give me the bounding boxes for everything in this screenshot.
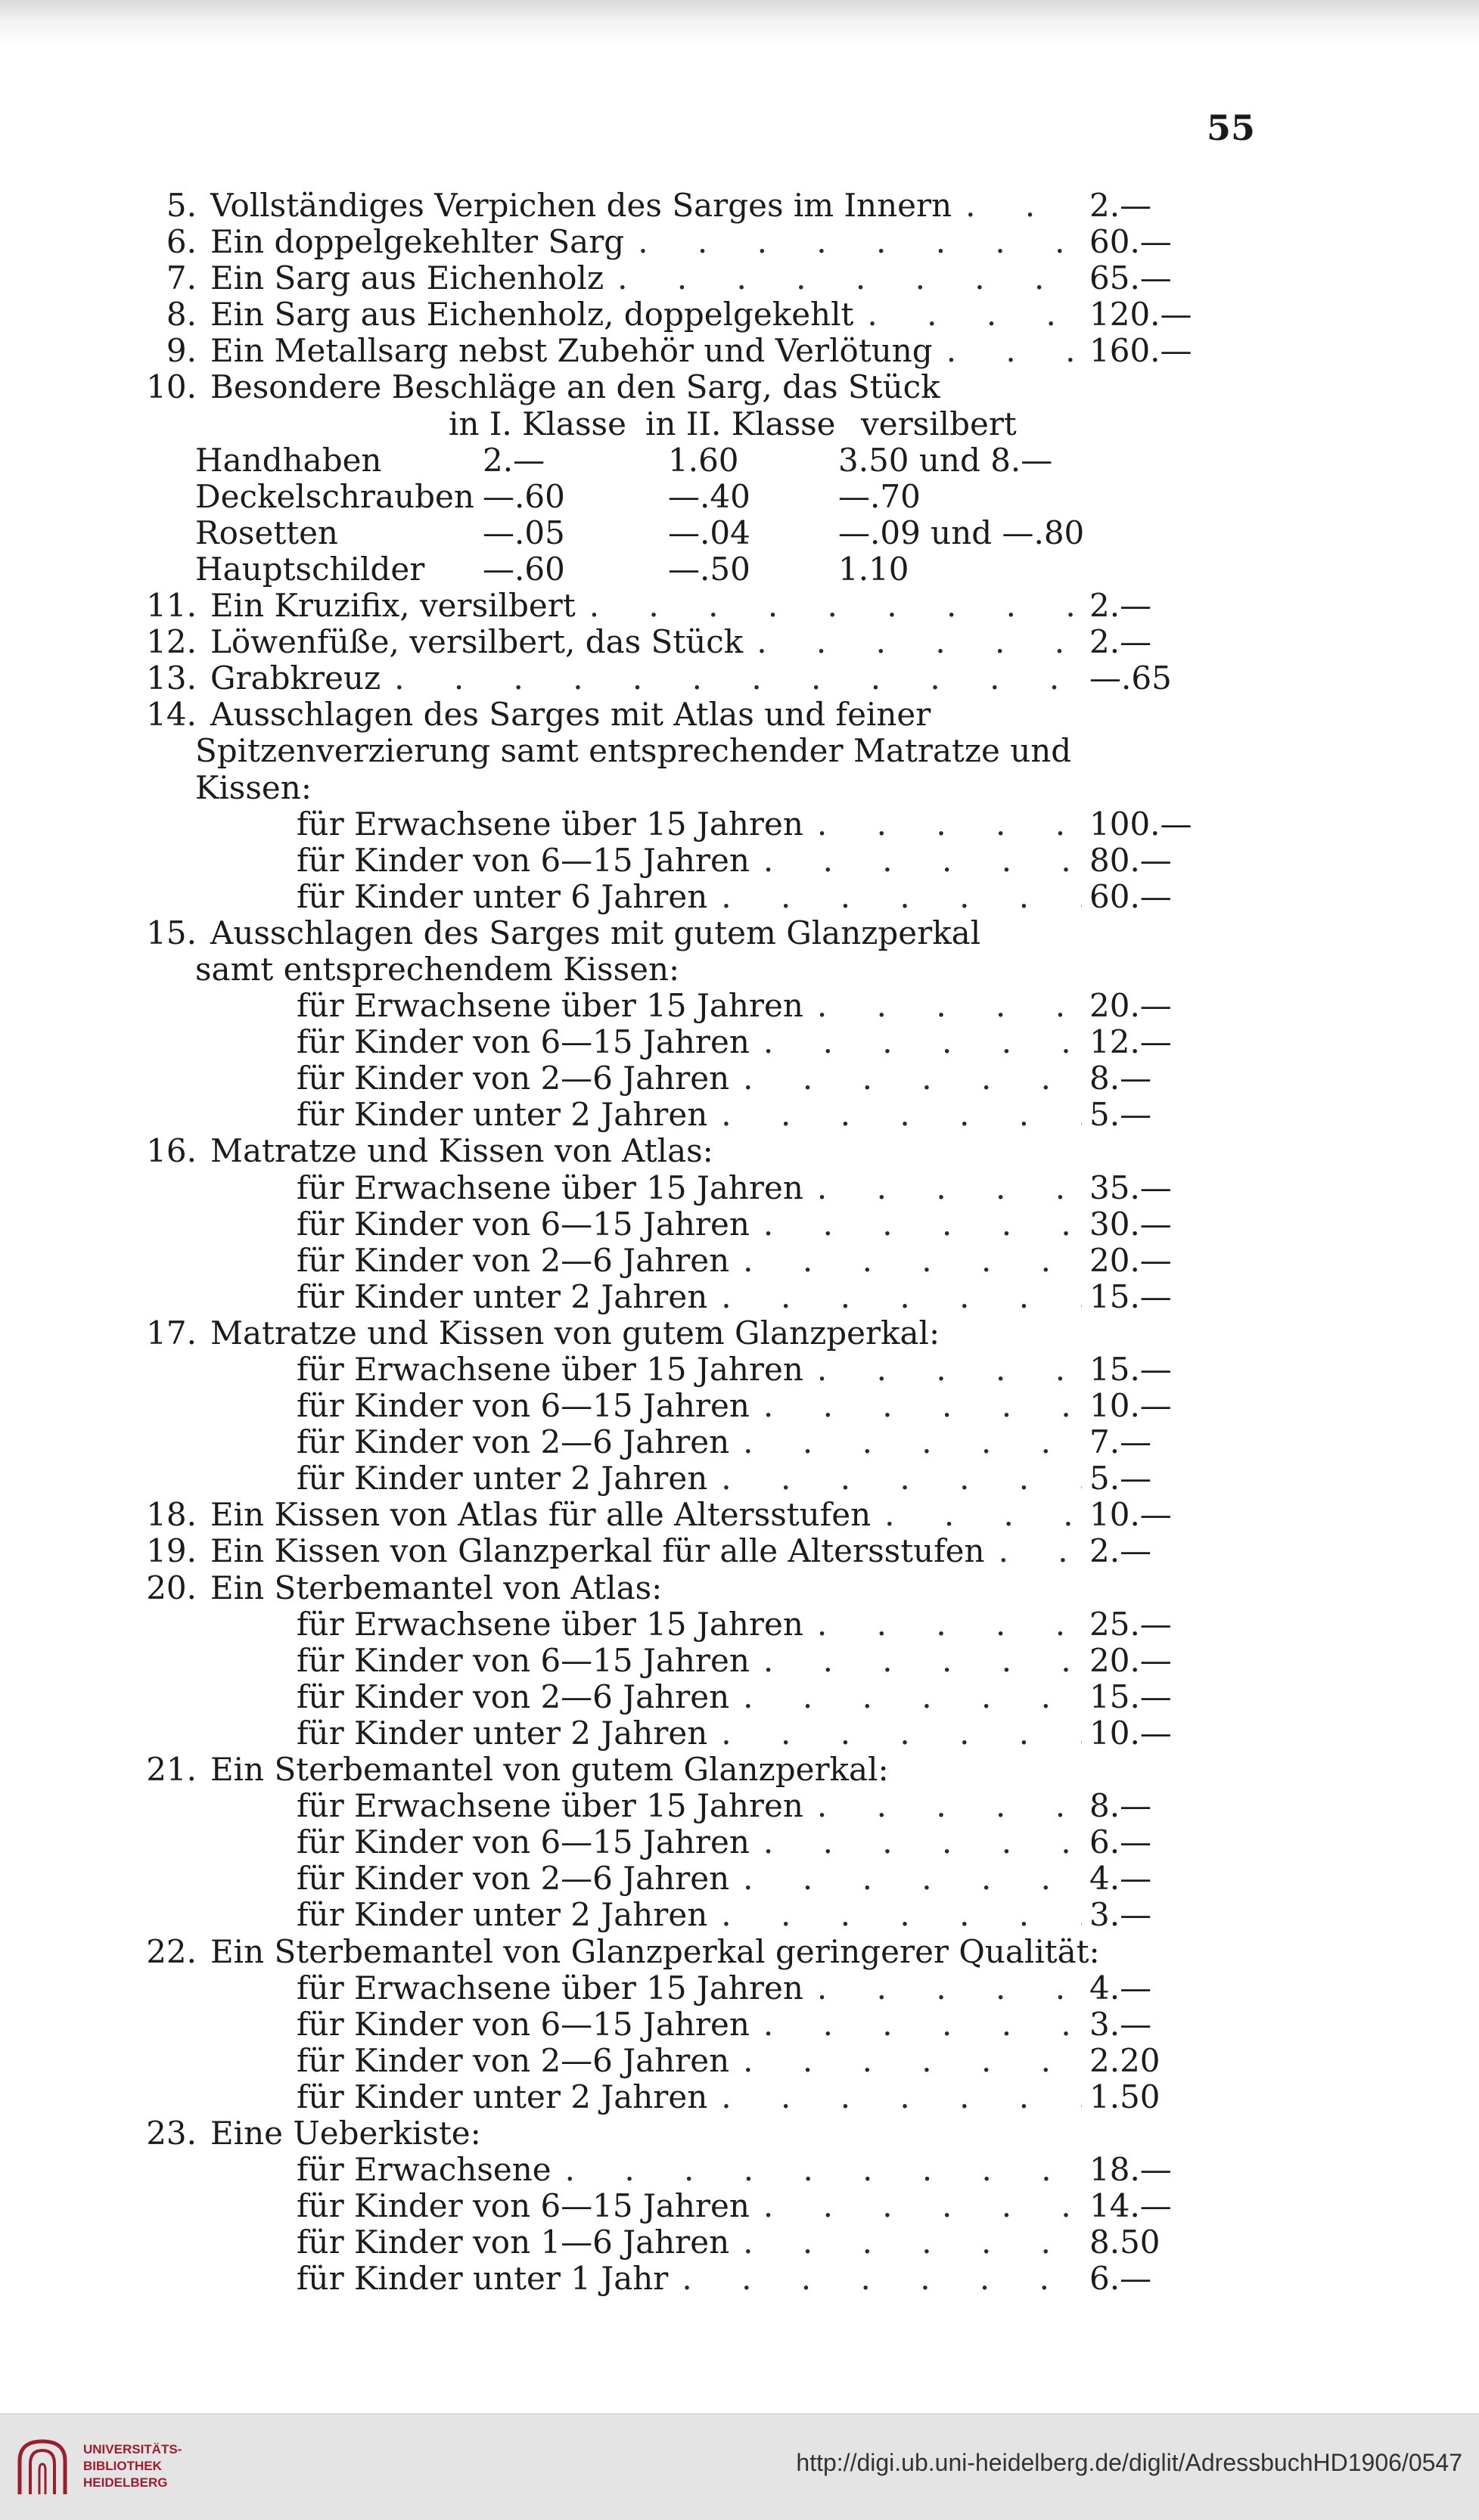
sub-item	[129, 1824, 1203, 1861]
item-text: Grabkreuz	[210, 659, 381, 697]
sub-item-price: 4.—	[1089, 1860, 1152, 1898]
item-number: 15.	[146, 914, 197, 951]
item-number: 5.	[166, 187, 197, 224]
list-item	[129, 1934, 1203, 1970]
sub-item	[129, 1788, 1203, 1824]
viewer-footer	[0, 2413, 1479, 2520]
cell-silvered: 1.10	[838, 550, 909, 588]
table-row	[129, 515, 1203, 551]
sub-item-text: für Erwachsene	[297, 2151, 552, 2189]
sub-item-text: für Kinder von 6—15 Jahren	[297, 1641, 750, 1679]
sub-item-text: für Kinder von 2—6 Jahren	[297, 1060, 730, 1097]
dot-leaders	[729, 2224, 1082, 2261]
sub-item	[129, 1024, 1203, 1060]
sub-item-text: für Erwachsene über 15 Jahren	[297, 987, 803, 1025]
sub-item-price: 60.—	[1089, 877, 1172, 915]
dot-leaders	[750, 843, 1082, 879]
sub-item-text: für Kinder von 6—15 Jahren	[297, 1023, 750, 1061]
logo-line: HEIDELBERG	[83, 2475, 168, 2490]
item-text: Löwenfüße, versilbert, das Stück	[210, 623, 744, 661]
dot-leaders	[853, 296, 1082, 333]
dot-leaders	[729, 1679, 1082, 1715]
dot-leaders	[750, 2188, 1082, 2224]
sub-item-price: 15.—	[1089, 1351, 1172, 1388]
list-item	[129, 369, 1203, 405]
dot-leaders	[624, 224, 1082, 260]
sub-item	[129, 1970, 1203, 2006]
sub-item-text: für Kinder unter 2 Jahren	[297, 1096, 708, 1134]
item-text: Ein Metallsarg nebst Zubehör und Verlötung	[210, 332, 933, 370]
sub-item-price: 5.—	[1089, 1460, 1152, 1497]
cell-class-2: 1.60	[668, 441, 739, 479]
sub-item-price: 30.—	[1089, 1205, 1172, 1243]
dot-leaders	[871, 1497, 1082, 1533]
sub-item	[129, 1424, 1203, 1460]
sub-item-text: für Kinder von 2—6 Jahren	[297, 1677, 730, 1715]
item-text: Kissen:	[195, 768, 312, 806]
sub-item-text: für Kinder von 6—15 Jahren	[297, 1823, 750, 1861]
sub-item	[129, 843, 1203, 879]
dot-leaders	[707, 1097, 1082, 1133]
sub-item-text: für Kinder von 2—6 Jahren	[297, 2041, 730, 2079]
list-item-continuation	[129, 733, 1203, 769]
cell-silvered: 3.50 und 8.—	[838, 441, 1053, 479]
sub-item	[129, 2261, 1203, 2297]
item-number: 6.	[166, 223, 197, 261]
item-number: 7.	[166, 259, 197, 297]
dot-leaders	[576, 588, 1082, 624]
sub-item-text: für Kinder von 1—6 Jahren	[297, 2224, 730, 2261]
sub-item	[129, 1897, 1203, 1933]
list-item	[129, 224, 1203, 260]
row-label: Rosetten	[195, 514, 338, 551]
dot-leaders	[803, 1170, 1082, 1206]
header-silvered: versilbert	[861, 405, 1017, 442]
sub-item	[129, 1388, 1203, 1424]
sub-item-text: für Kinder von 6—15 Jahren	[297, 2005, 750, 2043]
item-number: 18.	[146, 1496, 197, 1534]
list-item	[129, 260, 1203, 296]
sub-item-price: 35.—	[1089, 1168, 1172, 1206]
item-text: Ein Sterbemantel von Atlas:	[210, 1569, 663, 1606]
scan-edge-shading	[0, 0, 1479, 45]
fittings-table-header	[129, 406, 1203, 442]
sub-item-price: 8.—	[1089, 1787, 1152, 1825]
item-price: 120.—	[1089, 296, 1192, 334]
list-item	[129, 624, 1203, 660]
item-text: Besondere Beschläge an den Sarg, das Stück	[210, 368, 940, 406]
dot-leaders	[707, 2079, 1082, 2115]
list-item-continuation	[129, 951, 1203, 988]
dot-leaders	[668, 2261, 1082, 2297]
list-item	[129, 188, 1203, 224]
sub-item	[129, 1097, 1203, 1133]
item-text: Ein Kissen von Glanzperkal für alle Altersstufen	[210, 1532, 985, 1570]
table-row	[129, 442, 1203, 479]
item-text: Spitzenverzierung samt entsprechender Matratze und	[195, 732, 1072, 770]
item-text: Ausschlagen des Sarges mit gutem Glanzperkal	[210, 914, 981, 951]
dot-leaders	[933, 333, 1082, 369]
item-number: 10.	[146, 368, 197, 406]
sub-item-price: 20.—	[1089, 1241, 1172, 1279]
item-number: 22.	[146, 1932, 197, 1970]
sub-item-text: für Kinder von 2—6 Jahren	[297, 1860, 730, 1898]
sub-item-text: für Kinder von 6—15 Jahren	[297, 1205, 750, 1243]
sub-item-text: für Kinder unter 6 Jahren	[297, 877, 708, 915]
row-label: Hauptschilder	[195, 550, 425, 588]
sub-item-price: 8.50	[1089, 2224, 1161, 2261]
sub-item-price: 80.—	[1089, 841, 1172, 879]
sub-item	[129, 1679, 1203, 1715]
sub-item-price: 7.—	[1089, 1423, 1152, 1461]
cell-silvered: —.09 und —.80	[838, 514, 1085, 551]
sub-item-text: für Kinder von 6—15 Jahren	[297, 841, 750, 879]
sub-item-price: 15.—	[1089, 1277, 1172, 1315]
item-number: 16.	[146, 1132, 197, 1170]
sub-item	[129, 1279, 1203, 1315]
sub-item-text: für Erwachsene über 15 Jahren	[297, 1969, 803, 2006]
list-item	[129, 915, 1203, 951]
logo-line: UNIVERSITÄTS-	[83, 2442, 182, 2456]
dot-leaders	[707, 1460, 1082, 1497]
sub-item	[129, 1606, 1203, 1643]
sub-item-text: für Kinder unter 2 Jahren	[297, 1460, 708, 1497]
list-item	[129, 1533, 1203, 1569]
sub-item-price: 18.—	[1089, 2151, 1172, 2189]
item-price: —.65	[1089, 659, 1172, 697]
list-item	[129, 296, 1203, 333]
sub-item-price: 100.—	[1089, 805, 1192, 843]
item-price: 10.—	[1089, 1496, 1172, 1534]
item-text: Ein Sterbemantel von gutem Glanzperkal:	[210, 1751, 889, 1789]
dot-leaders	[985, 1533, 1082, 1569]
dot-leaders	[729, 1424, 1082, 1460]
item-price: 2.—	[1089, 187, 1152, 224]
page-number: 55	[1207, 107, 1256, 148]
logo-line: BIBLIOTHEK	[83, 2459, 162, 2473]
sub-item-price: 3.—	[1089, 2005, 1152, 2043]
item-number: 11.	[146, 587, 197, 625]
dot-leaders	[750, 1824, 1082, 1861]
sub-item-price: 15.—	[1089, 1677, 1172, 1715]
dot-leaders	[803, 1788, 1082, 1824]
sub-item	[129, 1206, 1203, 1243]
sub-item	[129, 2224, 1203, 2261]
sub-item-text: für Kinder unter 2 Jahren	[297, 1896, 708, 1934]
sub-item-price: 8.—	[1089, 1060, 1152, 1097]
dot-leaders	[707, 1715, 1082, 1752]
dot-leaders	[803, 806, 1082, 843]
dot-leaders	[707, 1279, 1082, 1315]
list-item	[129, 697, 1203, 733]
dot-leaders	[803, 988, 1082, 1024]
row-label: Deckelschrauben	[195, 477, 474, 515]
sub-item-price: 10.—	[1089, 1387, 1172, 1425]
cell-class-2: —.04	[668, 514, 750, 551]
sub-item-price: 20.—	[1089, 1641, 1172, 1679]
dot-leaders	[381, 660, 1082, 697]
cell-silvered: —.70	[838, 477, 921, 515]
sub-item-price: 1.50	[1089, 2078, 1161, 2115]
sub-item-text: für Erwachsene über 15 Jahren	[297, 1168, 803, 1206]
cell-class-1: —.60	[483, 550, 565, 588]
item-price: 160.—	[1089, 332, 1192, 370]
item-price: 60.—	[1089, 223, 1172, 261]
dot-leaders	[750, 2006, 1082, 2043]
sub-item-price: 25.—	[1089, 1605, 1172, 1643]
sub-item	[129, 2188, 1203, 2224]
dot-leaders	[952, 188, 1082, 224]
dot-leaders	[707, 879, 1082, 915]
sub-item-text: für Kinder von 6—15 Jahren	[297, 1387, 750, 1425]
list-item	[129, 1497, 1203, 1533]
sub-item-text: für Erwachsene über 15 Jahren	[297, 1787, 803, 1825]
dot-leaders	[604, 260, 1082, 296]
item-number: 12.	[146, 623, 197, 661]
item-price: 2.—	[1089, 623, 1152, 661]
sub-item-price: 4.—	[1089, 1969, 1152, 2006]
source-url-link[interactable]: http://digi.ub.uni-heidelberg.de/diglit/AdressbuchHD1906/0547	[796, 2449, 1462, 2476]
sub-item	[129, 1243, 1203, 1279]
sub-item	[129, 1643, 1203, 1679]
item-number: 21.	[146, 1751, 197, 1789]
header-class-2: in II. Klasse	[645, 405, 836, 442]
cell-class-1: 2.—	[483, 441, 545, 479]
list-item	[129, 2115, 1203, 2152]
item-number: 23.	[146, 2114, 197, 2152]
sub-item-price: 12.—	[1089, 1023, 1172, 1061]
item-text: Ein Sarg aus Eichenholz	[210, 259, 604, 297]
sub-item-text: für Erwachsene über 15 Jahren	[297, 1351, 803, 1388]
item-number: 14.	[146, 696, 197, 734]
sub-item-price: 2.20	[1089, 2041, 1161, 2079]
sub-item	[129, 2079, 1203, 2115]
sub-item	[129, 2043, 1203, 2079]
sub-item-text: für Kinder von 2—6 Jahren	[297, 1241, 730, 1279]
dot-leaders	[552, 2152, 1082, 2188]
list-item	[129, 1133, 1203, 1169]
dot-leaders	[707, 1897, 1082, 1933]
sub-item	[129, 1861, 1203, 1897]
item-text: samt entsprechendem Kissen:	[195, 950, 680, 988]
list-item	[129, 1570, 1203, 1606]
dot-leaders	[729, 2043, 1082, 2079]
sub-item-text: für Erwachsene über 15 Jahren	[297, 1605, 803, 1643]
table-row	[129, 479, 1203, 515]
sub-item-text: für Kinder von 6—15 Jahren	[297, 2187, 750, 2225]
dot-leaders	[803, 1970, 1082, 2006]
dot-leaders	[803, 1606, 1082, 1643]
sub-item	[129, 1352, 1203, 1388]
sub-item-text: für Kinder von 2—6 Jahren	[297, 1423, 730, 1461]
dot-leaders	[750, 1643, 1082, 1679]
dot-leaders	[729, 1060, 1082, 1097]
sub-item	[129, 1460, 1203, 1497]
item-number: 13.	[146, 659, 197, 697]
item-text: Eine Ueberkiste:	[210, 2114, 481, 2152]
list-item	[129, 1315, 1203, 1352]
cell-class-2: —.50	[668, 550, 750, 588]
sub-item-text: für Erwachsene über 15 Jahren	[297, 805, 803, 843]
item-text: Ein Kruzifix, versilbert	[210, 587, 576, 625]
item-text: Ausschlagen des Sarges mit Atlas und feiner	[210, 696, 931, 734]
sub-item-text: für Kinder unter 2 Jahren	[297, 1277, 708, 1315]
list-item	[129, 588, 1203, 624]
sub-item-price: 5.—	[1089, 1096, 1152, 1134]
sub-item	[129, 2152, 1203, 2188]
header-class-1: in I. Klasse	[449, 405, 626, 442]
item-price: 65.—	[1089, 259, 1172, 297]
dot-leaders	[729, 1243, 1082, 1279]
item-number: 17.	[146, 1314, 197, 1352]
library-logo-text	[83, 2441, 182, 2491]
sub-item-price: 20.—	[1089, 987, 1172, 1025]
sub-item	[129, 988, 1203, 1024]
sub-item-price: 3.—	[1089, 1896, 1152, 1934]
item-text: Matratze und Kissen von Atlas:	[210, 1132, 713, 1170]
sub-item-text: für Kinder unter 2 Jahren	[297, 1714, 708, 1752]
list-item-continuation	[129, 770, 1203, 806]
sub-item	[129, 879, 1203, 915]
sub-item	[129, 1060, 1203, 1097]
dot-leaders	[750, 1024, 1082, 1060]
item-number: 20.	[146, 1569, 197, 1606]
sub-item-price: 10.—	[1089, 1714, 1172, 1752]
item-number: 9.	[166, 332, 197, 370]
item-price: 2.—	[1089, 587, 1152, 625]
cell-class-2: —.40	[668, 477, 750, 515]
dot-leaders	[750, 1388, 1082, 1424]
dot-leaders	[729, 1861, 1082, 1897]
sub-item-price: 14.—	[1089, 2187, 1172, 2225]
item-text: Ein Sterbemantel von Glanzperkal geringerer Qualität:	[210, 1932, 1100, 1970]
row-label: Handhaben	[195, 441, 382, 479]
table-row	[129, 551, 1203, 588]
item-text: Ein Sarg aus Eichenholz, doppelgekehlt	[210, 296, 854, 334]
cell-class-1: —.60	[483, 477, 565, 515]
sub-item-price: 6.—	[1089, 2260, 1152, 2298]
sub-item	[129, 806, 1203, 843]
sub-item	[129, 1170, 1203, 1206]
item-text: Vollständiges Verpichen des Sarges im Innern	[210, 187, 952, 224]
library-logo-icon	[14, 2435, 71, 2499]
item-text: Ein doppelgekehlter Sarg	[210, 223, 625, 261]
item-text: Matratze und Kissen von gutem Glanzperkal:	[210, 1314, 940, 1352]
dot-leaders	[803, 1352, 1082, 1388]
item-text: Ein Kissen von Atlas für alle Altersstufen	[210, 1496, 872, 1534]
item-number: 19.	[146, 1532, 197, 1570]
item-price: 2.—	[1089, 1532, 1152, 1570]
item-number: 8.	[166, 296, 197, 334]
sub-item	[129, 2006, 1203, 2043]
dot-leaders	[743, 624, 1082, 660]
price-list	[129, 188, 1203, 2297]
list-item	[129, 333, 1203, 369]
list-item	[129, 660, 1203, 697]
sub-item-text: für Kinder unter 2 Jahren	[297, 2078, 708, 2115]
sub-item	[129, 1715, 1203, 1752]
sub-item-price: 6.—	[1089, 1823, 1152, 1861]
sub-item-text: für Kinder unter 1 Jahr	[297, 2260, 669, 2298]
dot-leaders	[750, 1206, 1082, 1243]
list-item	[129, 1752, 1203, 1788]
cell-class-1: —.05	[483, 514, 565, 551]
